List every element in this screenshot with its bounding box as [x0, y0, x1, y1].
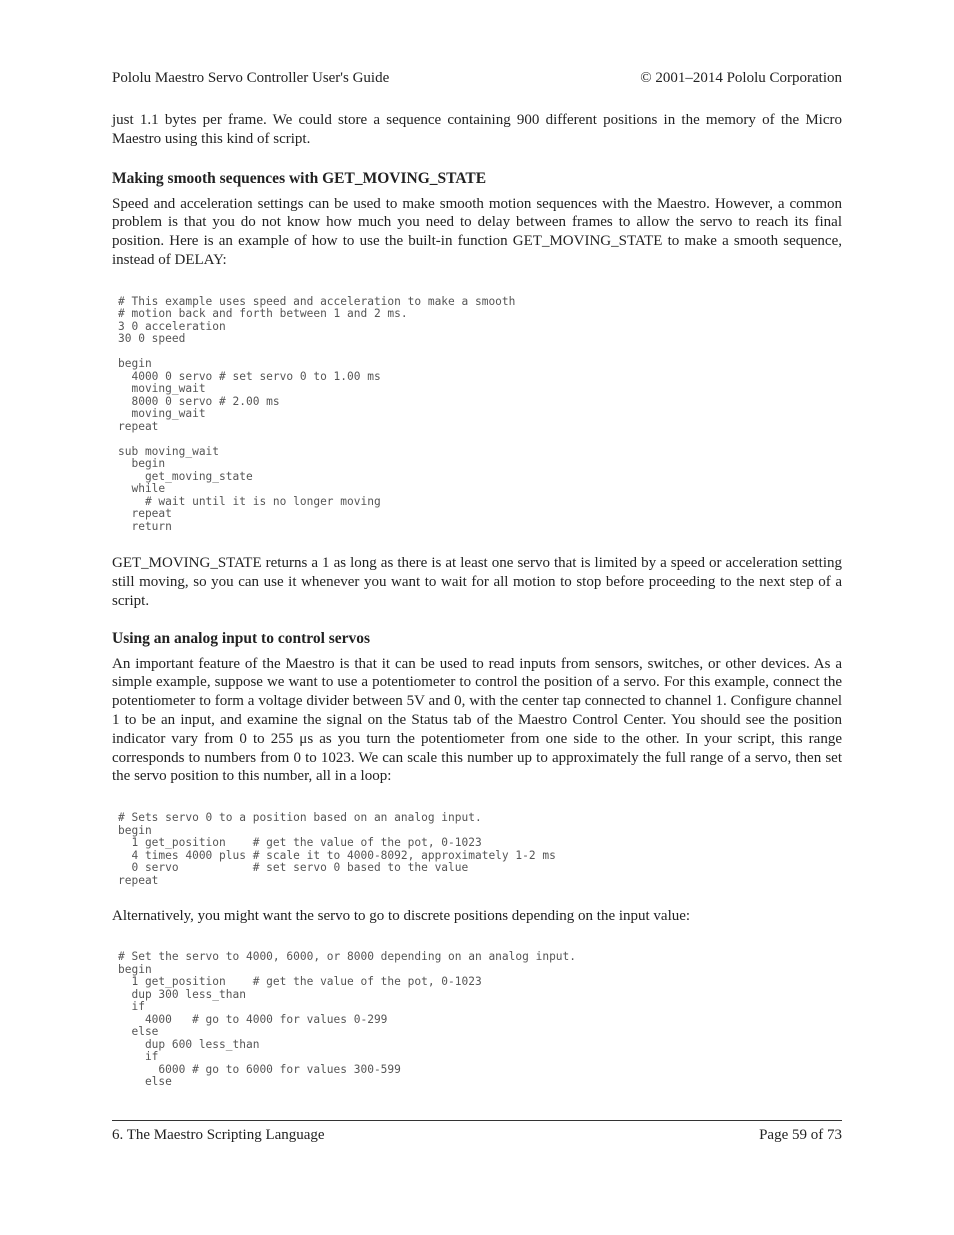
footer-chapter: 6. The Maestro Scripting Language	[112, 1127, 325, 1143]
footer-page-number: Page 59 of 73	[759, 1127, 842, 1143]
page-footer	[112, 1127, 842, 1144]
page-header	[112, 70, 842, 87]
footer-divider	[112, 1120, 842, 1121]
code-block-discrete-positions: # Set the servo to 4000, 6000, or 8000 depending on an analog input. begin 1 get_position # get the value of the pot, 0-1023 dup 300 less_than if 4000 # go to 4000 for values 0-299 else dup 600 less_than if 6000 # go to 6000 for values 300-599 else	[118, 950, 577, 1089]
section2-paragraph1: An important feature of the Maestro is that it can be used to read inputs from sensors, switches, or other devices. As a simple example, suppose we want to use a potentiometer to control the position of a servo. For this example, connect the potentiometer to form a voltage divider between 5V and 0, with the center tap connected to channel 1. Configure channel 1 to be an input, and examine the signal on the Status tab of the Maestro Control Center. You should see the position indicator vary from 0 to 255 μs as you turn the potentiometer from one side to the other. In your script, this range corresponds to numbers from 0 to 1023. We can scale this number up to approximately the full range of a servo, then set the servo position to this number, all in a loop:	[112, 655, 842, 785]
section1-paragraph2: GET_MOVING_STATE returns a 1 as long as there is at least one servo that is limited by a speed or acceleration setting still moving, so you can use it whenever you want to wait for all motion to stop before proceeding to the next step of a script.	[112, 555, 842, 609]
intro-paragraph: just 1.1 bytes per frame. We could store a sequence containing 900 different positions in the memory of the Micro Maestro using this kind of script.	[112, 112, 842, 147]
code-block-moving-state: # This example uses speed and acceleration to make a smooth # motion back and forth between 1 and 2 ms. 3 0 acceleration 30 0 speed begin 4000 0 servo # set servo 0 to 1.00 ms moving_wait 8000 0 servo # 2.00 ms moving_wait repeat sub moving_wait begin get_moving_state while # wait until it is no longer moving repeat return	[118, 294, 516, 533]
header-copyright: © 2001–2014 Pololu Corporation	[640, 70, 842, 86]
section-heading-analog-input: Using an analog input to control servos	[112, 629, 371, 647]
section-heading-moving-state: Making smooth sequences with GET_MOVING_STATE	[112, 169, 487, 187]
header-title: Pololu Maestro Servo Controller User's Guide	[112, 70, 390, 86]
section2-paragraph2: Alternatively, you might want the servo to go to discrete positions depending on the input value:	[112, 908, 691, 925]
code-block-analog-servo: # Sets servo 0 to a position based on an analog input. begin 1 get_position # get the value of the pot, 0-1023 4 times 4000 plus # scale it to 4000-8092, approximately 1-2 ms 0 servo # set servo 0 based to the value repeat	[118, 811, 556, 887]
section1-paragraph1: Speed and acceleration settings can be used to make smooth motion sequences with the Maestro. However, a common problem is that you do not know how much you need to delay between frames to allow the servo to reach its final position. Here is an example of how to use the built-in function GET_MOVING_STATE to make a smooth sequence, instead of DELAY:	[112, 195, 842, 268]
page-content	[112, 111, 842, 1089]
